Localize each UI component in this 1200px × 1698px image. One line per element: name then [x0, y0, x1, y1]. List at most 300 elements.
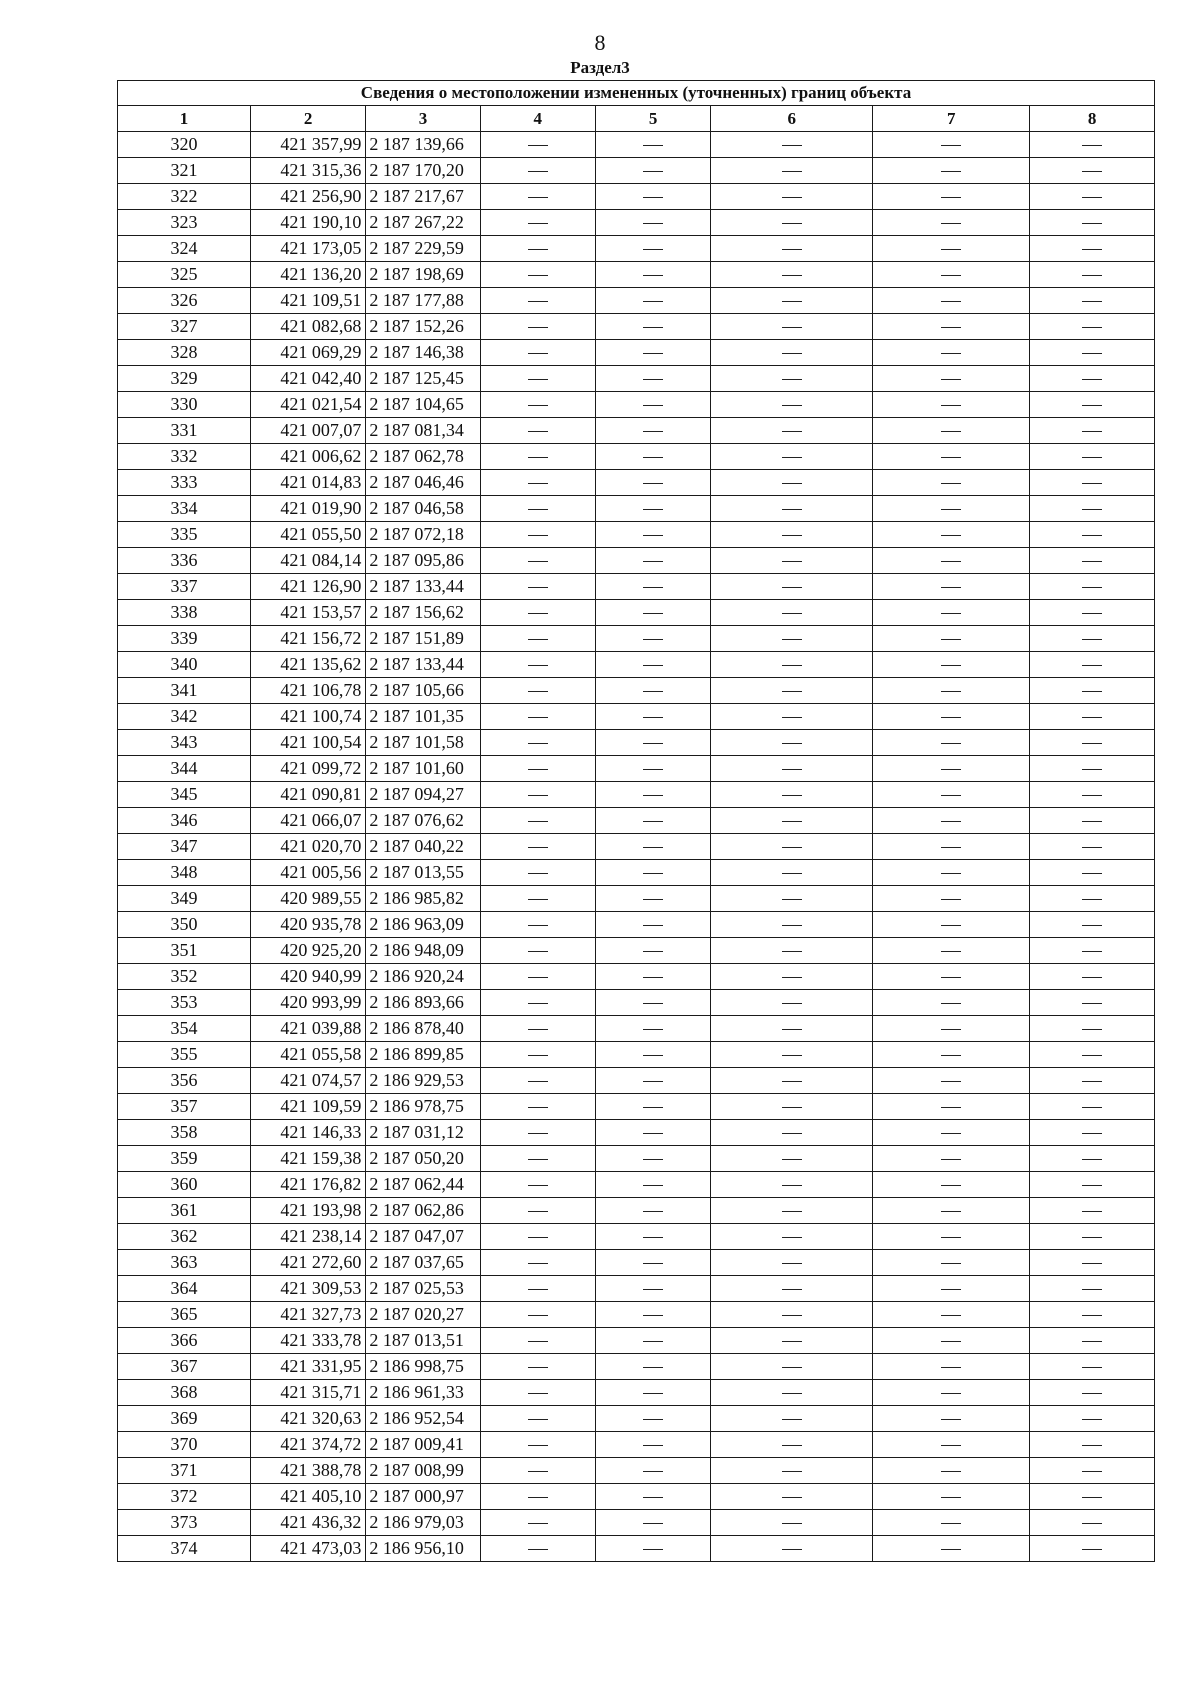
y-coordinate-cell: 2 187 101,60: [366, 756, 480, 782]
x-coordinate-cell: 421 256,90: [250, 184, 365, 210]
empty-cell: [595, 1094, 710, 1120]
x-coordinate-cell: 421 374,72: [250, 1432, 365, 1458]
dash-mark: [643, 691, 663, 692]
dash-mark: [643, 1549, 663, 1550]
dash-mark: [782, 1393, 802, 1394]
table-row: [118, 366, 1155, 392]
empty-cell: [873, 730, 1030, 756]
dash-mark: [1082, 899, 1102, 900]
y-coordinate-cell: 2 187 031,12: [366, 1120, 480, 1146]
dash-mark: [1082, 535, 1102, 536]
dash-mark: [782, 457, 802, 458]
column-header-1: 1: [118, 106, 251, 132]
empty-cell: [711, 1042, 873, 1068]
empty-cell: [595, 522, 710, 548]
dash-mark: [528, 171, 548, 172]
point-number-cell: 356: [118, 1068, 251, 1094]
empty-cell: [711, 886, 873, 912]
table-row: [118, 938, 1155, 964]
dash-mark: [1082, 1419, 1102, 1420]
empty-cell: [595, 158, 710, 184]
y-coordinate-cell: 2 187 151,89: [366, 626, 480, 652]
dash-mark: [1082, 301, 1102, 302]
empty-cell: [595, 1172, 710, 1198]
table-row: [118, 1146, 1155, 1172]
x-coordinate-cell: 421 066,07: [250, 808, 365, 834]
dash-mark: [782, 1445, 802, 1446]
dash-mark: [643, 223, 663, 224]
empty-cell: [711, 288, 873, 314]
empty-cell: [595, 886, 710, 912]
empty-cell: [711, 834, 873, 860]
empty-cell: [480, 730, 595, 756]
dash-mark: [643, 899, 663, 900]
point-number-cell: 346: [118, 808, 251, 834]
point-number-cell: 338: [118, 600, 251, 626]
table-row: [118, 1354, 1155, 1380]
point-number-cell: 362: [118, 1224, 251, 1250]
table-title-row: [118, 81, 1155, 106]
x-coordinate-cell: 421 272,60: [250, 1250, 365, 1276]
empty-cell: [1030, 1068, 1155, 1094]
empty-cell: [1030, 1484, 1155, 1510]
table-row: [118, 730, 1155, 756]
dash-mark: [941, 1055, 961, 1056]
dash-mark: [941, 327, 961, 328]
dash-mark: [528, 665, 548, 666]
empty-cell: [595, 990, 710, 1016]
dash-mark: [528, 197, 548, 198]
empty-cell: [595, 1198, 710, 1224]
dash-mark: [941, 1471, 961, 1472]
empty-cell: [595, 1536, 710, 1562]
empty-cell: [711, 652, 873, 678]
point-number-cell: 367: [118, 1354, 251, 1380]
empty-cell: [711, 1146, 873, 1172]
empty-cell: [595, 730, 710, 756]
table-body: [118, 132, 1155, 1562]
dash-mark: [643, 301, 663, 302]
dash-mark: [528, 1315, 548, 1316]
y-coordinate-cell: 2 187 133,44: [366, 574, 480, 600]
dash-mark: [643, 1419, 663, 1420]
dash-mark: [528, 379, 548, 380]
table-row: [118, 600, 1155, 626]
dash-mark: [643, 535, 663, 536]
empty-cell: [595, 1224, 710, 1250]
x-coordinate-cell: 420 940,99: [250, 964, 365, 990]
dash-mark: [941, 431, 961, 432]
y-coordinate-cell: 2 187 170,20: [366, 158, 480, 184]
column-header-4: 4: [480, 106, 595, 132]
point-number-cell: 328: [118, 340, 251, 366]
empty-cell: [711, 262, 873, 288]
y-coordinate-cell: 2 187 152,26: [366, 314, 480, 340]
dash-mark: [643, 1263, 663, 1264]
empty-cell: [595, 1484, 710, 1510]
dash-mark: [782, 249, 802, 250]
empty-cell: [480, 1120, 595, 1146]
empty-cell: [873, 418, 1030, 444]
dash-mark: [643, 717, 663, 718]
dash-mark: [1082, 1523, 1102, 1524]
x-coordinate-cell: 421 007,07: [250, 418, 365, 444]
empty-cell: [711, 1276, 873, 1302]
point-number-cell: 354: [118, 1016, 251, 1042]
dash-mark: [782, 899, 802, 900]
point-number-cell: 361: [118, 1198, 251, 1224]
dash-mark: [782, 613, 802, 614]
empty-cell: [873, 626, 1030, 652]
empty-cell: [873, 808, 1030, 834]
dash-mark: [643, 821, 663, 822]
dash-mark: [1082, 275, 1102, 276]
y-coordinate-cell: 2 186 929,53: [366, 1068, 480, 1094]
dash-mark: [1082, 1055, 1102, 1056]
empty-cell: [480, 938, 595, 964]
empty-cell: [595, 912, 710, 938]
table-row: [118, 1380, 1155, 1406]
dash-mark: [941, 1341, 961, 1342]
empty-cell: [873, 756, 1030, 782]
dash-mark: [1082, 873, 1102, 874]
point-number-cell: 340: [118, 652, 251, 678]
dash-mark: [528, 639, 548, 640]
empty-cell: [1030, 1276, 1155, 1302]
dash-mark: [643, 1341, 663, 1342]
table-row: [118, 652, 1155, 678]
table-row: [118, 574, 1155, 600]
section-label: Раздел3: [570, 58, 630, 77]
y-coordinate-cell: 2 187 072,18: [366, 522, 480, 548]
dash-mark: [643, 1029, 663, 1030]
empty-cell: [711, 1198, 873, 1224]
empty-cell: [873, 132, 1030, 158]
point-number-cell: 320: [118, 132, 251, 158]
dash-mark: [643, 639, 663, 640]
dash-mark: [1082, 457, 1102, 458]
dash-mark: [528, 1211, 548, 1212]
dash-mark: [1082, 1133, 1102, 1134]
empty-cell: [873, 782, 1030, 808]
empty-cell: [711, 392, 873, 418]
dash-mark: [643, 1133, 663, 1134]
x-coordinate-cell: 421 055,58: [250, 1042, 365, 1068]
dash-mark: [1082, 379, 1102, 380]
table-row: [118, 990, 1155, 1016]
empty-cell: [873, 1380, 1030, 1406]
dash-mark: [528, 1445, 548, 1446]
empty-cell: [873, 548, 1030, 574]
dash-mark: [941, 197, 961, 198]
table-row: [118, 1068, 1155, 1094]
empty-cell: [873, 1432, 1030, 1458]
empty-cell: [711, 132, 873, 158]
empty-cell: [480, 1250, 595, 1276]
table-row: [118, 496, 1155, 522]
dash-mark: [528, 899, 548, 900]
empty-cell: [480, 392, 595, 418]
dash-mark: [528, 1159, 548, 1160]
y-coordinate-cell: 2 187 047,07: [366, 1224, 480, 1250]
dash-mark: [782, 743, 802, 744]
dash-mark: [941, 1289, 961, 1290]
point-number-cell: 324: [118, 236, 251, 262]
dash-mark: [782, 535, 802, 536]
point-number-cell: 364: [118, 1276, 251, 1302]
y-coordinate-cell: 2 187 156,62: [366, 600, 480, 626]
table-row: [118, 1042, 1155, 1068]
dash-mark: [643, 951, 663, 952]
table-row: [118, 158, 1155, 184]
table-title: Сведения о местоположении измененных (уточненных) границ объекта: [118, 81, 1155, 106]
empty-cell: [873, 1068, 1030, 1094]
x-coordinate-cell: 421 388,78: [250, 1458, 365, 1484]
point-number-cell: 363: [118, 1250, 251, 1276]
dash-mark: [941, 457, 961, 458]
dash-mark: [528, 457, 548, 458]
x-coordinate-cell: 421 315,36: [250, 158, 365, 184]
empty-cell: [480, 1198, 595, 1224]
dash-mark: [941, 1497, 961, 1498]
dash-mark: [1082, 665, 1102, 666]
dash-mark: [643, 561, 663, 562]
x-coordinate-cell: 420 989,55: [250, 886, 365, 912]
dash-mark: [1082, 1263, 1102, 1264]
dash-mark: [782, 1289, 802, 1290]
point-number-cell: 353: [118, 990, 251, 1016]
table-row: [118, 860, 1155, 886]
x-coordinate-cell: 421 042,40: [250, 366, 365, 392]
x-coordinate-cell: 421 135,62: [250, 652, 365, 678]
table-row: [118, 912, 1155, 938]
dash-mark: [1082, 197, 1102, 198]
empty-cell: [873, 1276, 1030, 1302]
column-header-row: [118, 106, 1155, 132]
empty-cell: [1030, 262, 1155, 288]
dash-mark: [782, 223, 802, 224]
empty-cell: [873, 210, 1030, 236]
empty-cell: [1030, 1120, 1155, 1146]
empty-cell: [480, 1224, 595, 1250]
dash-mark: [941, 613, 961, 614]
empty-cell: [595, 756, 710, 782]
empty-cell: [595, 548, 710, 574]
dash-mark: [528, 925, 548, 926]
dash-mark: [782, 1107, 802, 1108]
dash-mark: [941, 1211, 961, 1212]
y-coordinate-cell: 2 187 062,78: [366, 444, 480, 470]
table-row: [118, 626, 1155, 652]
y-coordinate-cell: 2 187 081,34: [366, 418, 480, 444]
empty-cell: [480, 132, 595, 158]
dash-mark: [1082, 405, 1102, 406]
empty-cell: [873, 392, 1030, 418]
dash-mark: [941, 561, 961, 562]
dash-mark: [643, 1367, 663, 1368]
empty-cell: [595, 210, 710, 236]
empty-cell: [1030, 1198, 1155, 1224]
empty-cell: [711, 730, 873, 756]
x-coordinate-cell: 421 019,90: [250, 496, 365, 522]
point-number-cell: 331: [118, 418, 251, 444]
x-coordinate-cell: 421 190,10: [250, 210, 365, 236]
x-coordinate-cell: 420 925,20: [250, 938, 365, 964]
dash-mark: [1082, 483, 1102, 484]
y-coordinate-cell: 2 187 146,38: [366, 340, 480, 366]
dash-mark: [941, 1549, 961, 1550]
empty-cell: [711, 236, 873, 262]
empty-cell: [480, 1016, 595, 1042]
dash-mark: [528, 1497, 548, 1498]
dash-mark: [528, 509, 548, 510]
point-number-cell: 372: [118, 1484, 251, 1510]
point-number-cell: 374: [118, 1536, 251, 1562]
point-number-cell: 326: [118, 288, 251, 314]
point-number-cell: 343: [118, 730, 251, 756]
empty-cell: [711, 470, 873, 496]
empty-cell: [1030, 808, 1155, 834]
dash-mark: [941, 353, 961, 354]
dash-mark: [528, 1549, 548, 1550]
dash-mark: [782, 327, 802, 328]
dash-mark: [528, 873, 548, 874]
empty-cell: [480, 470, 595, 496]
dash-mark: [528, 1003, 548, 1004]
table-row: [118, 184, 1155, 210]
dash-mark: [941, 1081, 961, 1082]
point-number-cell: 345: [118, 782, 251, 808]
empty-cell: [1030, 1432, 1155, 1458]
empty-cell: [711, 444, 873, 470]
empty-cell: [873, 1198, 1030, 1224]
empty-cell: [873, 834, 1030, 860]
dash-mark: [528, 1133, 548, 1134]
y-coordinate-cell: 2 187 133,44: [366, 652, 480, 678]
empty-cell: [873, 938, 1030, 964]
table-row: [118, 1302, 1155, 1328]
dash-mark: [941, 1523, 961, 1524]
dash-mark: [643, 1237, 663, 1238]
table-row: [118, 886, 1155, 912]
dash-mark: [643, 1497, 663, 1498]
dash-mark: [643, 275, 663, 276]
x-coordinate-cell: 421 333,78: [250, 1328, 365, 1354]
x-coordinate-cell: 421 106,78: [250, 678, 365, 704]
dash-mark: [643, 665, 663, 666]
dash-mark: [1082, 353, 1102, 354]
empty-cell: [1030, 340, 1155, 366]
point-number-cell: 332: [118, 444, 251, 470]
empty-cell: [873, 262, 1030, 288]
empty-cell: [1030, 1354, 1155, 1380]
boundary-coordinates-table: [117, 80, 1155, 1562]
empty-cell: [595, 1406, 710, 1432]
empty-cell: [480, 366, 595, 392]
dash-mark: [941, 1107, 961, 1108]
empty-cell: [1030, 912, 1155, 938]
dash-mark: [941, 301, 961, 302]
x-coordinate-cell: 421 315,71: [250, 1380, 365, 1406]
dash-mark: [643, 405, 663, 406]
empty-cell: [711, 1250, 873, 1276]
dash-mark: [1082, 1159, 1102, 1160]
empty-cell: [480, 704, 595, 730]
empty-cell: [1030, 1510, 1155, 1536]
empty-cell: [873, 470, 1030, 496]
point-number-cell: 322: [118, 184, 251, 210]
empty-cell: [480, 600, 595, 626]
x-coordinate-cell: 421 099,72: [250, 756, 365, 782]
empty-cell: [480, 1510, 595, 1536]
x-coordinate-cell: 421 039,88: [250, 1016, 365, 1042]
empty-cell: [711, 938, 873, 964]
empty-cell: [480, 1094, 595, 1120]
point-number-cell: 373: [118, 1510, 251, 1536]
dash-mark: [1082, 717, 1102, 718]
dash-mark: [941, 1393, 961, 1394]
empty-cell: [595, 782, 710, 808]
empty-cell: [1030, 834, 1155, 860]
empty-cell: [873, 886, 1030, 912]
empty-cell: [711, 808, 873, 834]
empty-cell: [711, 496, 873, 522]
dash-mark: [643, 613, 663, 614]
dash-mark: [643, 1393, 663, 1394]
y-coordinate-cell: 2 186 878,40: [366, 1016, 480, 1042]
empty-cell: [873, 184, 1030, 210]
point-number-cell: 344: [118, 756, 251, 782]
empty-cell: [711, 314, 873, 340]
empty-cell: [873, 574, 1030, 600]
x-coordinate-cell: 421 014,83: [250, 470, 365, 496]
dash-mark: [782, 197, 802, 198]
empty-cell: [1030, 1146, 1155, 1172]
empty-cell: [1030, 600, 1155, 626]
dash-mark: [782, 717, 802, 718]
x-coordinate-cell: 421 005,56: [250, 860, 365, 886]
dash-mark: [1082, 561, 1102, 562]
empty-cell: [1030, 574, 1155, 600]
point-number-cell: 335: [118, 522, 251, 548]
empty-cell: [711, 184, 873, 210]
y-coordinate-cell: 2 186 961,33: [366, 1380, 480, 1406]
dash-mark: [941, 1003, 961, 1004]
y-coordinate-cell: 2 187 062,44: [366, 1172, 480, 1198]
dash-mark: [782, 171, 802, 172]
dash-mark: [643, 795, 663, 796]
point-number-cell: 370: [118, 1432, 251, 1458]
dash-mark: [528, 353, 548, 354]
dash-mark: [643, 171, 663, 172]
empty-cell: [595, 392, 710, 418]
y-coordinate-cell: 2 186 893,66: [366, 990, 480, 1016]
empty-cell: [480, 1354, 595, 1380]
dash-mark: [782, 795, 802, 796]
dash-mark: [528, 483, 548, 484]
empty-cell: [480, 1536, 595, 1562]
dash-mark: [528, 1185, 548, 1186]
dash-mark: [782, 301, 802, 302]
dash-mark: [528, 145, 548, 146]
dash-mark: [1082, 1029, 1102, 1030]
dash-mark: [643, 431, 663, 432]
dash-mark: [782, 925, 802, 926]
table-row: [118, 444, 1155, 470]
empty-cell: [1030, 444, 1155, 470]
table-row: [118, 1276, 1155, 1302]
dash-mark: [782, 1211, 802, 1212]
